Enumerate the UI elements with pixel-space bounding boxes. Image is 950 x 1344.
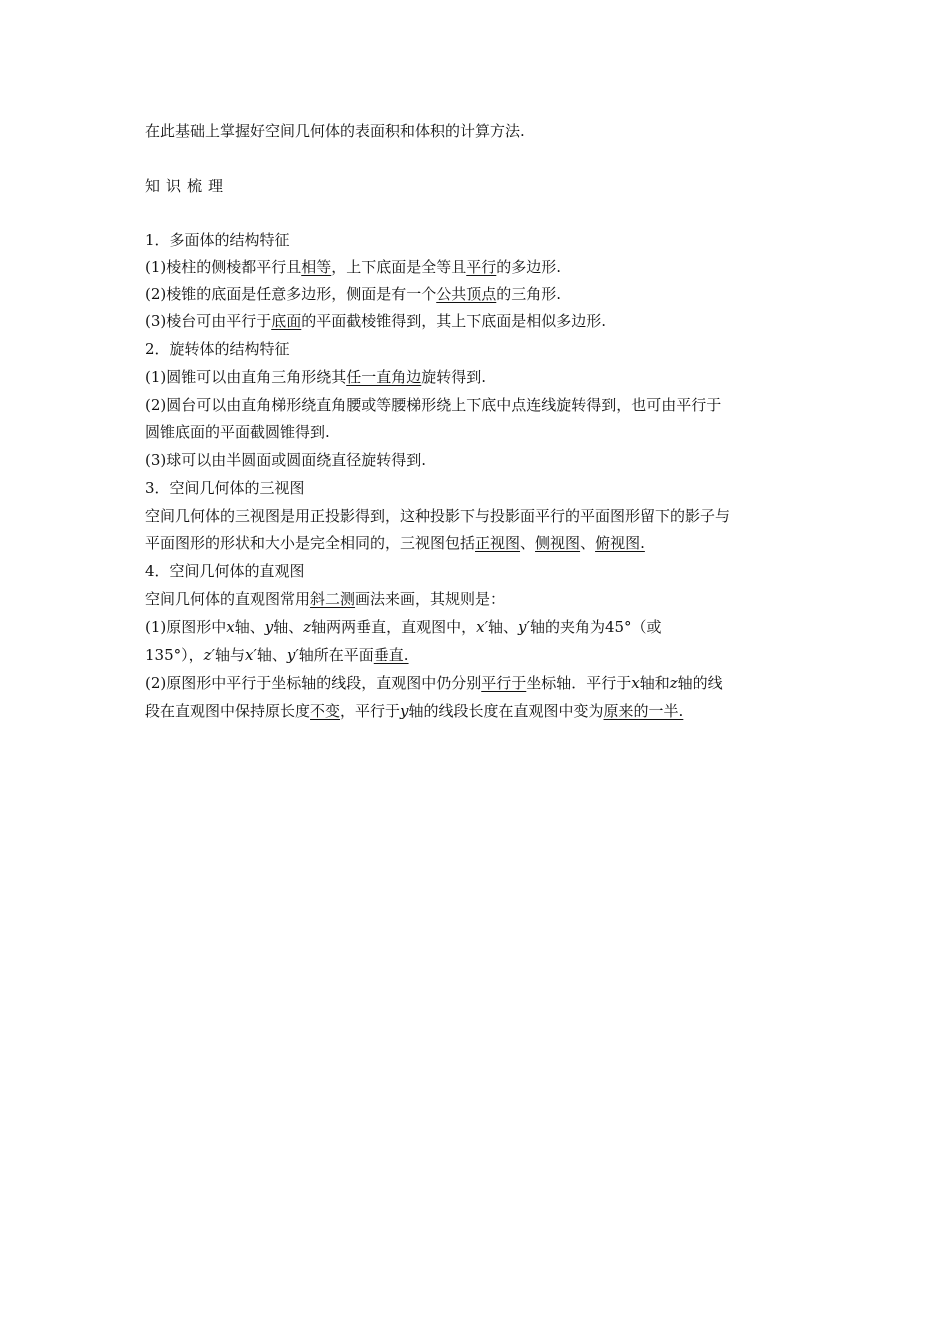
text: 轴、 xyxy=(273,618,304,636)
s4-line-2 xyxy=(145,616,815,638)
text: 轴的夹角为45°（或 xyxy=(529,618,662,636)
var-y: y xyxy=(264,618,274,636)
text: 135°）， xyxy=(145,646,204,664)
var-x: x xyxy=(226,618,235,636)
answer-blank: 俯视图. xyxy=(595,534,645,552)
text: 轴两两垂直，直观图中， xyxy=(311,618,477,636)
text: 轴与 xyxy=(214,646,245,664)
s4-line-1 xyxy=(145,588,815,610)
s2-line-1 xyxy=(145,366,815,388)
answer-blank: 原来的一半. xyxy=(603,702,684,720)
s1-line-3 xyxy=(145,310,815,332)
answer-blank: 相等 xyxy=(301,258,332,276)
answer-blank: 公共顶点 xyxy=(436,285,497,303)
answer-blank: 任一直角边 xyxy=(346,368,422,386)
s1-line-1 xyxy=(145,256,815,278)
s4-line-5 xyxy=(145,700,815,722)
text: 轴、 xyxy=(234,618,265,636)
s2-title: 2．旋转体的结构特征 xyxy=(145,340,290,358)
answer-blank: 平行 xyxy=(466,258,497,276)
text: (3)棱台可由平行于 xyxy=(145,312,272,330)
s2-line-2a: (2)圆台可以由直角梯形绕直角腰或等腰梯形绕上下底中点连线旋转得到，也可由平行于 xyxy=(145,396,722,414)
text: (1)原图形中 xyxy=(145,618,227,636)
text: 、 xyxy=(520,534,536,552)
section-heading: 知识梳理 xyxy=(145,177,230,195)
s3-line-2 xyxy=(145,532,815,554)
var-x-prime: x′ xyxy=(476,618,489,636)
s4-line-3 xyxy=(145,644,815,666)
s1-title: 1．多面体的结构特征 xyxy=(145,231,290,249)
text: 段在直观图中保持原长度 xyxy=(145,702,311,720)
text: 的多边形. xyxy=(496,258,562,276)
text: 轴的线段长度在直观图中变为 xyxy=(408,702,604,720)
text: 的三角形. xyxy=(496,285,562,303)
text: 的平面截棱锥得到，其上下底面是相似多边形. xyxy=(301,312,607,330)
s2-line-3: (3)球可以由半圆面或圆面绕直径旋转得到. xyxy=(145,451,427,469)
s3-line-1: 空间几何体的三视图是用正投影得到，这种投影下与投影面平行的平面图形留下的影子与 xyxy=(145,507,731,525)
text: 轴和 xyxy=(639,674,670,692)
intro-text: 在此基础上掌握好空间几何体的表面积和体积的计算方法. xyxy=(145,122,525,140)
answer-blank: 不变 xyxy=(310,702,341,720)
text: 轴所在平面 xyxy=(298,646,374,664)
var-x: x xyxy=(631,674,640,692)
s4-title: 4．空间几何体的直观图 xyxy=(145,562,305,580)
var-z: z xyxy=(669,674,678,692)
text: ，上下底面是全等且 xyxy=(331,258,467,276)
s1-line-2 xyxy=(145,283,815,305)
text: 空间几何体的直观图常用 xyxy=(145,590,311,608)
text: 轴、 xyxy=(488,618,519,636)
answer-blank: 垂直. xyxy=(373,646,409,664)
text: ，平行于 xyxy=(340,702,401,720)
var-y-prime: y′ xyxy=(286,646,299,664)
s3-title: 3．空间几何体的三视图 xyxy=(145,479,305,497)
answer-blank: 底面 xyxy=(271,312,302,330)
s4-line-4 xyxy=(145,672,815,694)
text: (1)圆锥可以由直角三角形绕其 xyxy=(145,368,347,386)
text: 画法来画，其规则是： xyxy=(355,590,506,608)
answer-blank: 正视图 xyxy=(475,534,521,552)
var-z: z xyxy=(303,618,312,636)
var-y-prime: y′ xyxy=(518,618,530,636)
var-x-prime: x′ xyxy=(244,646,257,664)
text: (1)棱柱的侧棱都平行且 xyxy=(145,258,302,276)
text: 轴、 xyxy=(256,646,287,664)
answer-blank: 斜二测 xyxy=(310,590,356,608)
text: 平面图形的形状和大小是完全相同的，三视图包括 xyxy=(145,534,476,552)
text: 坐标轴．平行于 xyxy=(526,674,632,692)
text: 轴的线 xyxy=(677,674,723,692)
text: (2)棱锥的底面是任意多边形，侧面是有一个 xyxy=(145,285,437,303)
s2-line-2b: 圆锥底面的平面截圆锥得到. xyxy=(145,423,330,441)
text: (2)原图形中平行于坐标轴的线段，直观图中仍分别 xyxy=(145,674,482,692)
answer-blank: 平行于 xyxy=(481,674,527,692)
text: 、 xyxy=(580,534,596,552)
var-y: y xyxy=(400,702,409,720)
answer-blank: 侧视图 xyxy=(535,534,581,552)
text: 旋转得到. xyxy=(421,368,487,386)
var-z-prime: z′ xyxy=(203,646,215,664)
